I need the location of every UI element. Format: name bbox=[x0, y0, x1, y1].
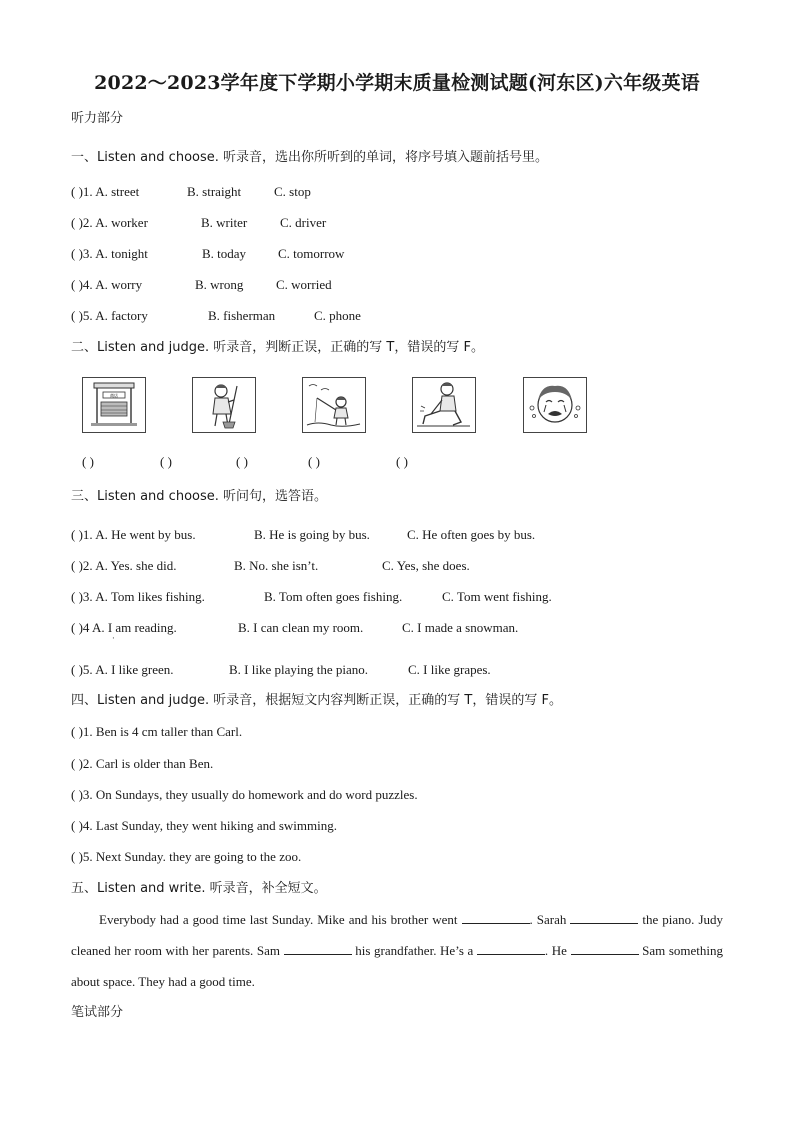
building-picture bbox=[82, 377, 146, 433]
crying-face-picture bbox=[523, 377, 587, 433]
exam-page: 2022～2023学年度下学期小学期末质量检测试题(河东区)六年级英语 听力部分 一、Listen and choose. 听录音，选出你所听到的单词，将序号填入题前括号里。 ( )1. A. street B. straight C. stop ( )2. A. worker B. writer C. driver ( )3. A. tonight B. today C. tomorrow ( )4. A. worry B. wrong C. worried ( )5. A. factory B. fisherman C. phone 二、Listen and judge. 听录音，判断正误，正确的写 T，错误的写 F。 商店 ( ) ( ) ( ) ( ) ( ) 三、Listen and choose. 听问句，选答语。 ( )1. A. He went by bus. B. He is going by bus. C. He often goes by bus. ( )2. A. Yes. she did. B. No. she isn’t. C. Yes, she does. ( )3. A. Tom likes fishing. B. Tom often goes fishing. C. Tom went fishing. ( )4 A. I am reading. B. I can clean my room. C. I made a snowman. · ( )5. A. I like green. B. I like playing the piano. C. I like grapes. 四、Listen and judge. 听录音，根据短文内容判断正误，正确的写 T，错误的写 F。 ( )1. Ben is 4 cm taller than Carl. ( )2. Carl is older than Ben. ( )3. On Sundays, they usually do homework and do word puzzles. ( )4. Last Sunday, they went hiking and swimming. ( )5. Next Sunday. they are going to the zoo. 五、Listen and write. 听录音，补全短文。 Everybody had a good time last Sunday. Mike and his brother went . Sarah the piano. Judy cleaned her room with her parents. Sam his grandfather. He’s a . He Sam something about space. They had a good time. 笔试部分 bbox=[0, 0, 794, 1123]
stray-mark: · bbox=[112, 634, 115, 644]
section-2-heading: 二、Listen and judge. 听录音，判断正误，正确的写 T，错误的写 F。 bbox=[71, 340, 484, 355]
writing-part-header: 笔试部分 bbox=[71, 1005, 124, 1020]
fill-in-passage: Everybody had a good time last Sunday. Mike and his brother went . Sarah the piano. Judy cleaned her room with her parents. Sam his grandfather. He’s a . He Sam something about space. They had a good time. bbox=[71, 912, 724, 989]
section-1-heading: 一、Listen and choose. 听录音，选出你所听到的单词，将序号填入题前括号里。 bbox=[71, 150, 549, 165]
page-title: 2022～2023学年度下学期小学期末质量检测试题(河东区)六年级英语 bbox=[94, 72, 700, 94]
blank-1[interactable] bbox=[462, 911, 530, 924]
blank-5[interactable] bbox=[571, 942, 639, 955]
s4-statement-5: ( )5. Next Sunday. they are going to the zoo. bbox=[71, 849, 302, 864]
girl-sweeping-picture bbox=[192, 377, 256, 433]
blank-4[interactable] bbox=[477, 942, 545, 955]
blank-2[interactable] bbox=[570, 911, 638, 924]
svg-text:商店: 商店 bbox=[110, 393, 118, 398]
listening-part-header: 听力部分 bbox=[71, 111, 124, 126]
s2-answer-1: ( ) bbox=[82, 454, 94, 469]
s4-statement-2: ( )2. Carl is older than Ben. bbox=[71, 756, 214, 771]
s2-answer-5: ( ) bbox=[396, 454, 408, 469]
girl-fishing-picture bbox=[302, 377, 366, 433]
section-4-heading: 四、Listen and judge. 听录音，根据短文内容判断正误，正确的写 T，错误的写 F。 bbox=[71, 693, 562, 708]
s2-answer-3: ( ) bbox=[236, 454, 248, 469]
s4-statement-1: ( )1. Ben is 4 cm taller than Carl. bbox=[71, 724, 243, 739]
section-3-heading: 三、Listen and choose. 听问句，选答语。 bbox=[71, 489, 328, 504]
blank-3[interactable] bbox=[284, 942, 352, 955]
s2-answer-4: ( ) bbox=[308, 454, 320, 469]
man-hurt-leg-picture bbox=[412, 377, 476, 433]
section-5-heading: 五、Listen and write. 听录音，补全短文。 bbox=[71, 881, 327, 896]
s4-statement-4: ( )4. Last Sunday, they went hiking and swimming. bbox=[71, 818, 337, 833]
s4-statement-3: ( )3. On Sundays, they usually do homework and do word puzzles. bbox=[71, 787, 418, 802]
s2-answer-2: ( ) bbox=[160, 454, 172, 469]
